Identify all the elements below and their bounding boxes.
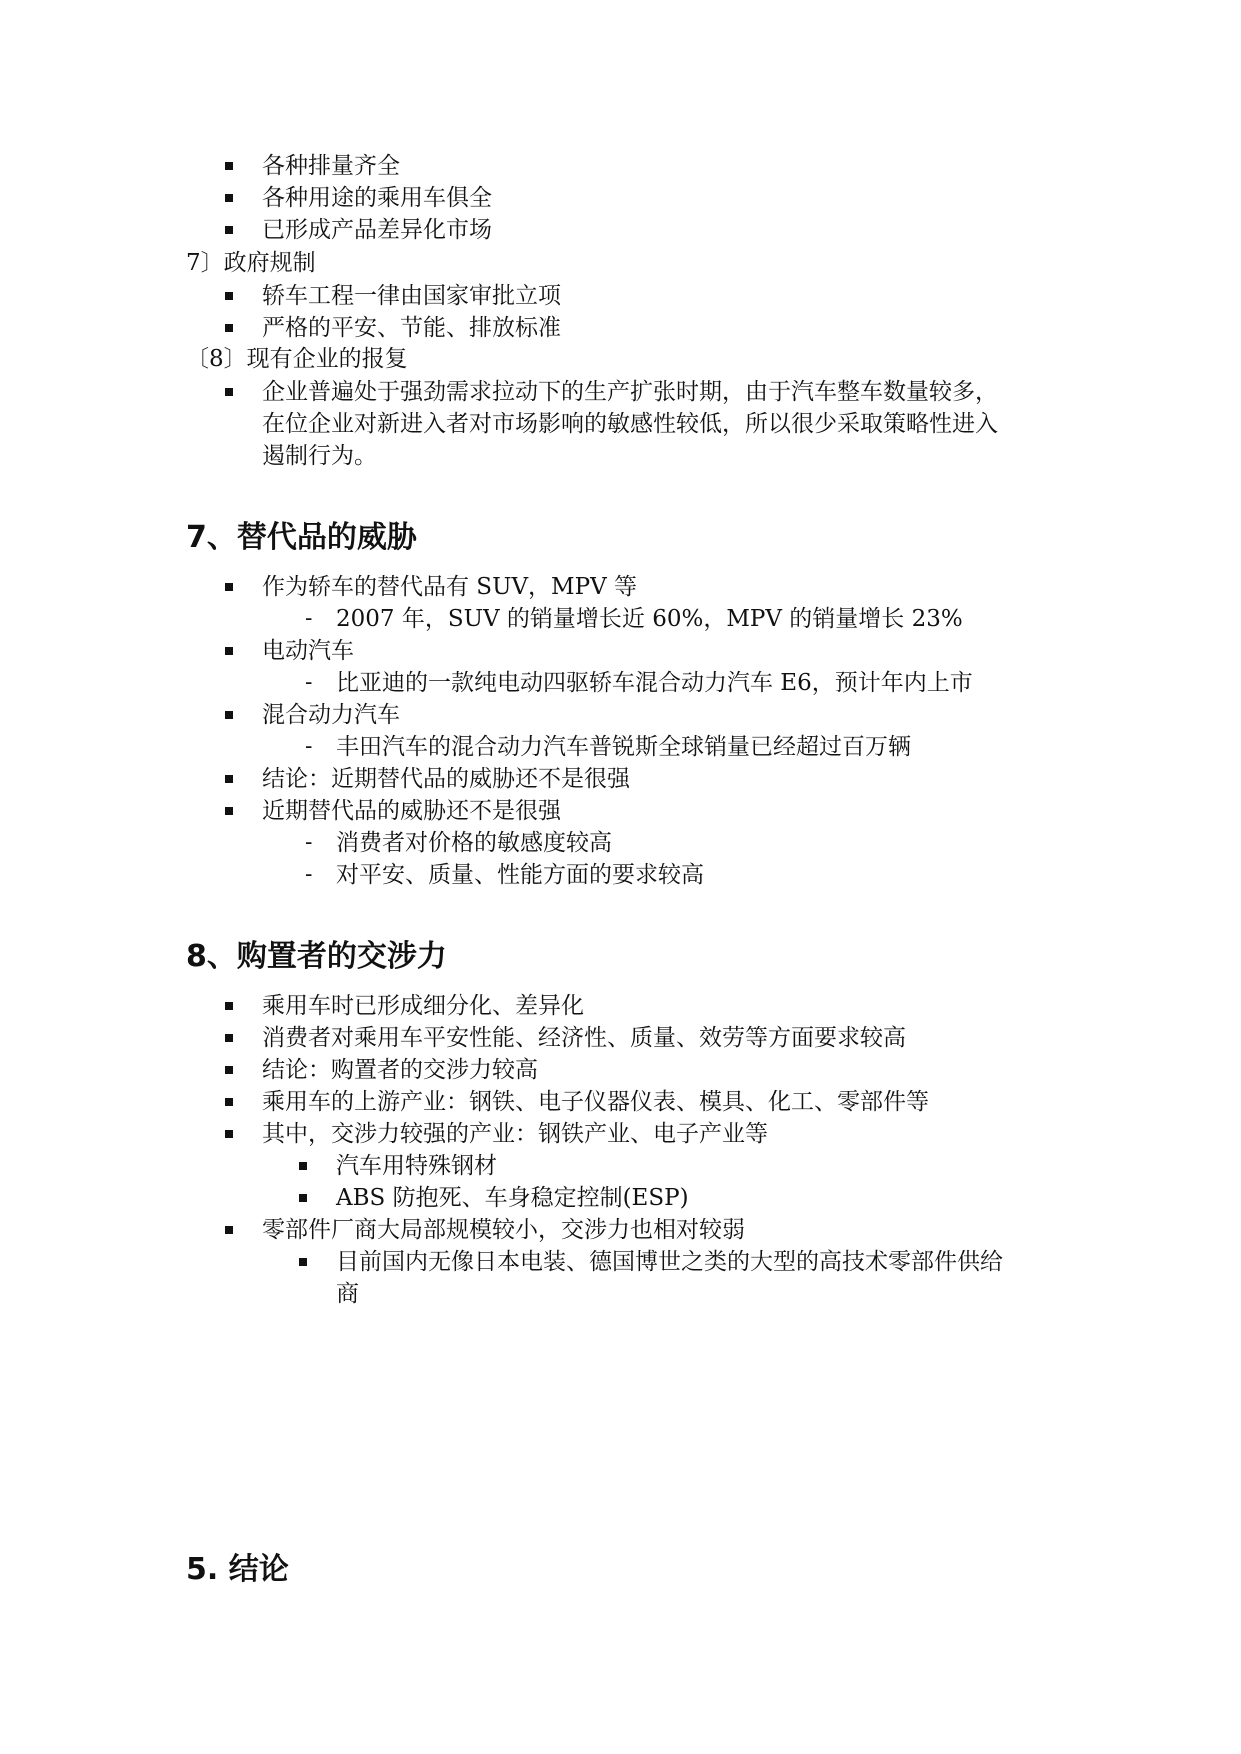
list-item: 电动汽车 — [262, 638, 354, 664]
bullet-marker — [225, 1098, 233, 1106]
bullet-marker — [225, 1130, 233, 1138]
dash-marker: - — [305, 734, 313, 759]
section-heading: 7、替代品的威胁 — [186, 520, 417, 555]
paragraph-line: 遏制行为。 — [262, 443, 377, 469]
list-item: 消费者对乘用车平安性能、经济性、质量、效劳等方面要求较高 — [262, 1025, 906, 1051]
dash-marker: - — [305, 830, 313, 855]
list-item: 各种排量齐全 — [262, 153, 400, 179]
bullet-marker — [225, 1002, 233, 1010]
bullet-marker — [225, 226, 233, 234]
section-heading: 8、购置者的交涉力 — [186, 939, 447, 974]
list-item: 结论：购置者的交涉力较高 — [262, 1057, 538, 1083]
list-item: 已形成产品差异化市场 — [262, 217, 492, 243]
list-item: 结论：近期替代品的威胁还不是很强 — [262, 766, 630, 792]
bullet-marker — [225, 775, 233, 783]
bullet-marker — [299, 1162, 307, 1170]
sub-list-item: 比亚迪的一款纯电动四驱轿车混合动力汽车 E6，预计年内上市 — [336, 670, 973, 696]
bullet-marker — [225, 807, 233, 815]
sub-list-item: 消费者对价格的敏感度较高 — [336, 830, 612, 856]
bullet-marker — [225, 194, 233, 202]
sub-list-item: 目前国内无像日本电装、德国博世之类的大型的高技术零部件供给 — [336, 1249, 1003, 1275]
bullet-marker — [225, 583, 233, 591]
dash-marker: - — [305, 670, 313, 695]
bullet-marker — [225, 162, 233, 170]
sub-list-item: 对平安、质量、性能方面的要求较高 — [336, 862, 704, 888]
section-heading: 5. 结论 — [186, 1552, 289, 1587]
list-item: 零部件厂商大局部规模较小，交涉力也相对较弱 — [262, 1217, 745, 1243]
sub-list-item: 丰田汽车的混合动力汽车普锐斯全球销量已经超过百万辆 — [336, 734, 911, 760]
list-item: 乘用车的上游产业：钢铁、电子仪器仪表、模具、化工、零部件等 — [262, 1089, 929, 1115]
sub-list-item: 汽车用特殊钢材 — [336, 1153, 497, 1179]
list-item: 乘用车时已形成细分化、差异化 — [262, 993, 584, 1019]
sub-list-item: ABS 防抱死、车身稳定控制(ESP) — [336, 1185, 689, 1211]
bullet-marker — [225, 292, 233, 300]
paragraph-line: 在位企业对新进入者对市场影响的敏感性较低，所以很少采取策略性进入 — [262, 411, 998, 437]
list-item: 其中，交涉力较强的产业：钢铁产业、电子产业等 — [262, 1121, 768, 1147]
bullet-marker — [225, 388, 233, 396]
dash-marker: - — [305, 606, 313, 631]
list-item: 各种用途的乘用车俱全 — [262, 185, 492, 211]
list-item: 轿车工程一律由国家审批立项 — [262, 283, 561, 309]
paragraph-line: 企业普遍处于强劲需求拉动下的生产扩张时期，由于汽车整车数量较多， — [262, 379, 998, 405]
list-item: 混合动力汽车 — [262, 702, 400, 728]
bullet-marker — [299, 1258, 307, 1266]
list-item: 作为轿车的替代品有 SUV，MPV 等 — [262, 574, 638, 600]
sub-list-item-continuation: 商 — [336, 1281, 359, 1307]
bullet-marker — [225, 324, 233, 332]
list-item: 严格的平安、节能、排放标准 — [262, 315, 561, 341]
item8-label: 〔8〕现有企业的报复 — [186, 346, 408, 372]
item7-label: 7〕政府规制 — [186, 250, 316, 276]
bullet-marker — [225, 647, 233, 655]
bullet-marker — [299, 1194, 307, 1202]
sub-list-item: 2007 年，SUV 的销量增长近 60%，MPV 的销量增长 23% — [336, 606, 963, 632]
bullet-marker — [225, 1066, 233, 1074]
bullet-marker — [225, 711, 233, 719]
bullet-marker — [225, 1226, 233, 1234]
dash-marker: - — [305, 862, 313, 887]
bullet-marker — [225, 1034, 233, 1042]
list-item: 近期替代品的威胁还不是很强 — [262, 798, 561, 824]
